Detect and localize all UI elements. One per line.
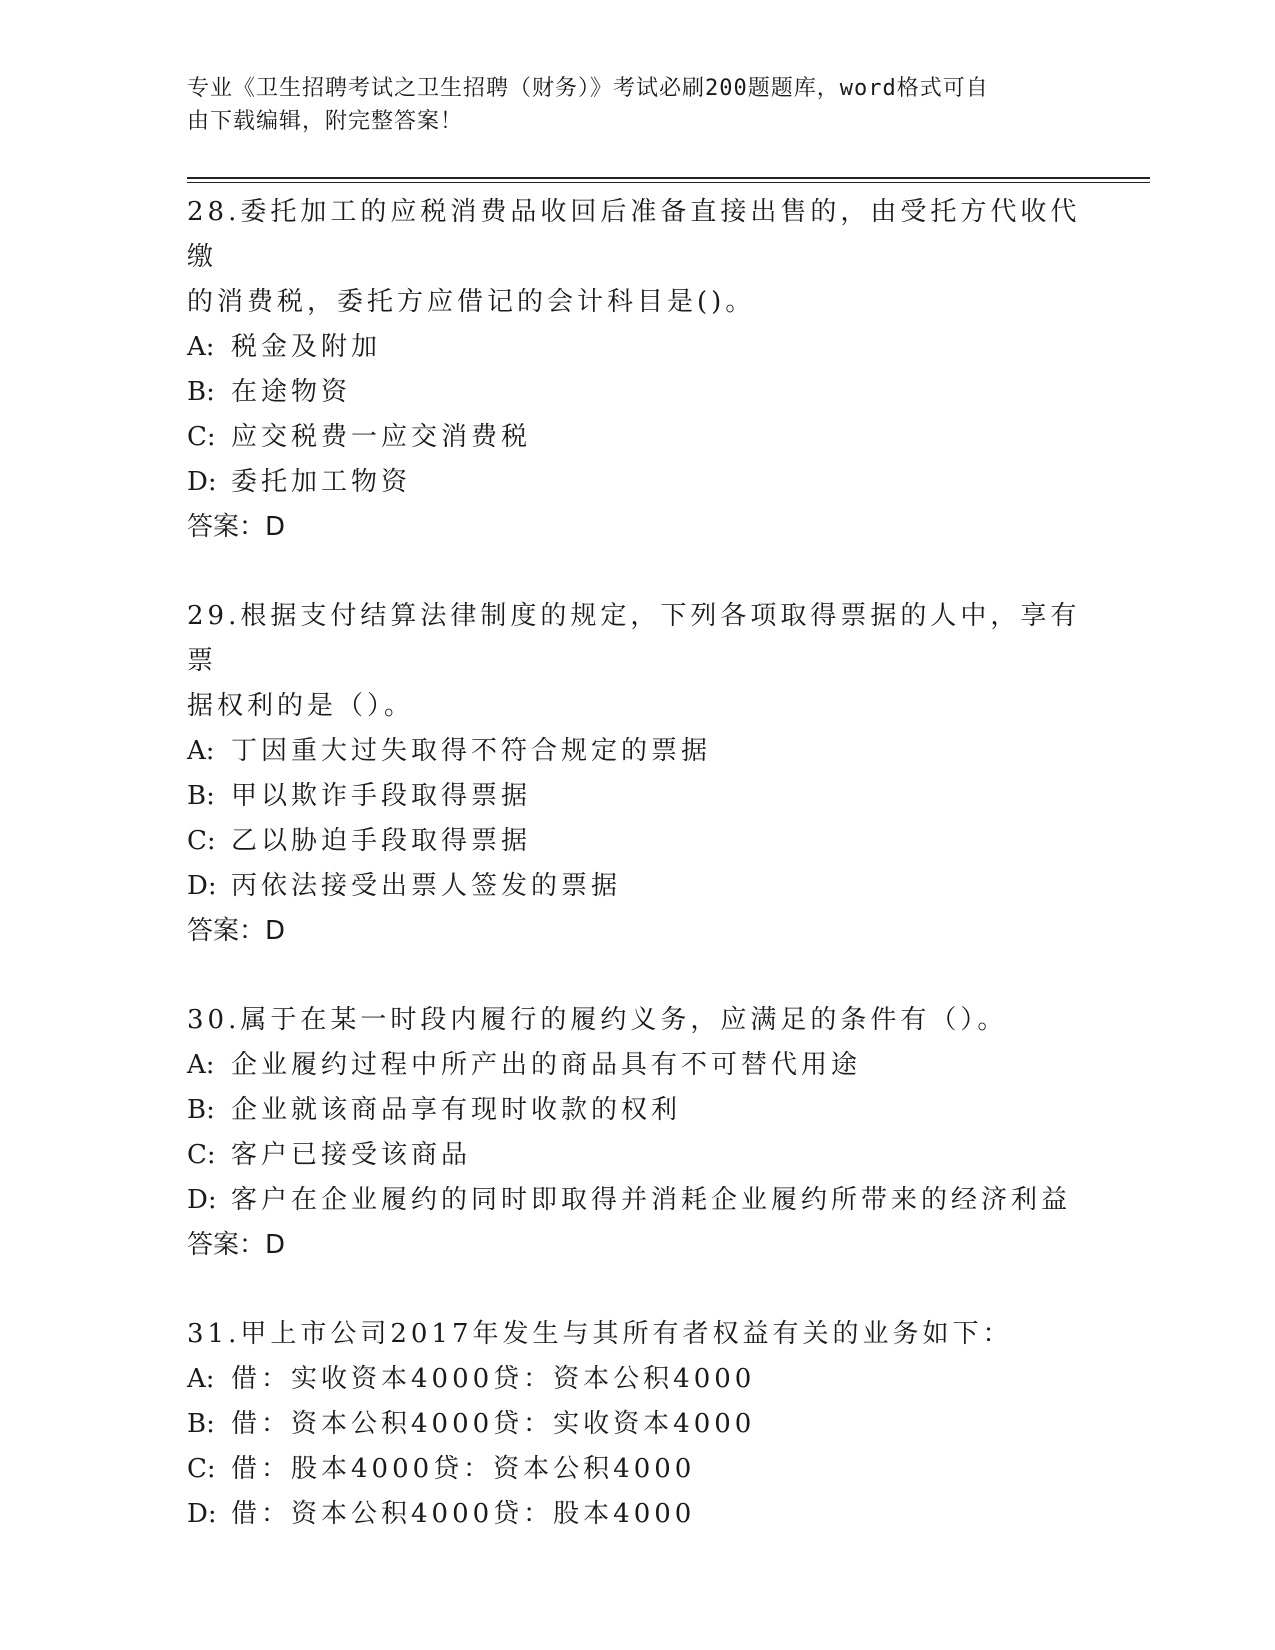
option-text: 丁因重大过失取得不符合规定的票据: [231, 736, 712, 766]
option-label: D:: [187, 1185, 217, 1215]
question-stem-line: 的消费税，委托方应借记的会计科目是()。: [187, 287, 756, 317]
option-d: [187, 1492, 1087, 1537]
question-28: [187, 190, 1087, 550]
answer: 答案：D: [187, 916, 286, 946]
option-label: C:: [187, 1140, 216, 1170]
option-text: 借：股本4000贷：资本公积4000: [231, 1454, 696, 1484]
option-d: [187, 1178, 1087, 1223]
option-a: [187, 1357, 1087, 1402]
option-text: 客户在企业履约的同时即取得并消耗企业履约所带来的经济利益: [231, 1185, 1072, 1215]
option-label: B:: [187, 1409, 215, 1439]
option-text: 企业就该商品享有现时收款的权利: [231, 1095, 682, 1125]
option-label: B:: [187, 781, 215, 811]
question-30: [187, 998, 1087, 1268]
option-b: [187, 370, 1087, 415]
question-stem-line: 30.属于在某一时段内履行的履约义务，应满足的条件有（）。: [187, 1005, 1008, 1035]
option-label: A:: [187, 736, 215, 766]
option-text: 借：资本公积4000贷：股本4000: [231, 1499, 696, 1529]
question-31: [187, 1312, 1087, 1537]
option-text: 企业履约过程中所产出的商品具有不可替代用途: [231, 1050, 862, 1080]
option-text: 借：资本公积4000贷：实收资本4000: [231, 1409, 756, 1439]
question-stem-line: 29.根据支付结算法律制度的规定，下列各项取得票据的人中，享有票: [187, 601, 1081, 676]
option-b: [187, 1088, 1087, 1133]
option-label: A:: [187, 332, 215, 362]
option-text: 应交税费一应交消费税: [231, 422, 532, 452]
question-stem: [187, 998, 1087, 1043]
question-stem-line: 28.委托加工的应税消费品收回后准备直接出售的，由受托方代收代缴: [187, 197, 1081, 272]
option-text: 借：实收资本4000贷：资本公积4000: [231, 1364, 756, 1394]
option-text: 税金及附加: [231, 332, 382, 362]
option-label: C:: [187, 1454, 216, 1484]
question-29: [187, 594, 1087, 954]
answer: 答案：D: [187, 512, 286, 542]
option-label: A:: [187, 1050, 215, 1080]
header-divider-thin: [187, 182, 1150, 183]
option-text: 客户已接受该商品: [231, 1140, 472, 1170]
option-c: [187, 1133, 1087, 1178]
option-label: B:: [187, 1095, 215, 1125]
header-line-1: 专业《卫生招聘考试之卫生招聘（财务）》考试必刷200题题库，word格式可自: [187, 76, 989, 101]
option-label: A:: [187, 1364, 215, 1394]
option-label: D:: [187, 467, 217, 497]
question-stem-line: 31.甲上市公司2017年发生与其所有者权益有关的业务如下：: [187, 1319, 1013, 1349]
option-text: 委托加工物资: [231, 467, 412, 497]
question-stem: [187, 594, 1087, 729]
document-header: [187, 72, 1067, 138]
question-list: [187, 190, 1087, 1537]
option-text: 甲以欺诈手段取得票据: [231, 781, 532, 811]
option-label: B:: [187, 377, 215, 407]
option-d: [187, 460, 1087, 505]
header-line-2: 由下载编辑，附完整答案！: [187, 109, 464, 134]
option-a: [187, 325, 1087, 370]
option-label: C:: [187, 826, 216, 856]
option-c: [187, 1447, 1087, 1492]
option-a: [187, 729, 1087, 774]
question-stem-line: 据权利的是（）。: [187, 691, 415, 721]
option-b: [187, 774, 1087, 819]
question-stem: [187, 190, 1087, 325]
header-divider-thick: [187, 177, 1150, 179]
option-text: 乙以胁迫手段取得票据: [231, 826, 532, 856]
option-b: [187, 1402, 1087, 1447]
option-label: C:: [187, 422, 216, 452]
option-label: D:: [187, 1499, 217, 1529]
answer: 答案：D: [187, 1230, 286, 1260]
option-text: 丙依法接受出票人签发的票据: [231, 871, 622, 901]
option-text: 在途物资: [231, 377, 352, 407]
question-stem: [187, 1312, 1087, 1357]
option-a: [187, 1043, 1087, 1088]
option-label: D:: [187, 871, 217, 901]
option-c: [187, 819, 1087, 864]
option-c: [187, 415, 1087, 460]
option-d: [187, 864, 1087, 909]
